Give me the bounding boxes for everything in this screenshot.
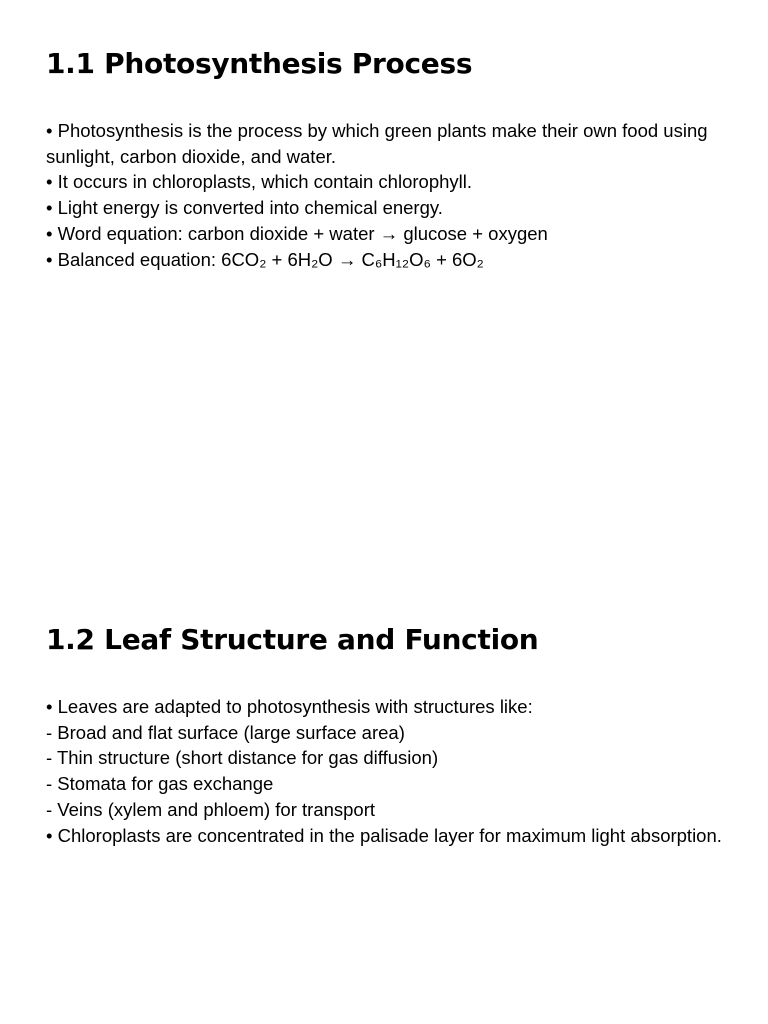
list-line: - Thin structure (short distance for gas diffusion) [46,747,439,769]
section-body [46,118,726,272]
bullet-line: • Word equation: carbon dioxide + water → glucose + oxygen [46,222,548,244]
bullet-line: • Balanced equation: 6CO₂ + 6H₂O → C₆H₁₂O₆ + 6O₂ [46,248,484,270]
bullet-line: • Photosynthesis is the process by which green plants make their own food using sunlight, carbon dioxide, and water. [46,120,713,167]
list-line: - Broad and flat surface (large surface area) [46,721,405,743]
list-line: - Stomata for gas exchange [46,773,274,795]
bullet-line: • Leaves are adapted to photosynthesis with structures like: [46,696,533,717]
section-body [46,694,726,848]
bullet-line: • Chloroplasts are concentrated in the palisade layer for maximum light absorption. [46,824,722,846]
section-heading: 1.1 Photosynthesis Process [46,47,473,80]
bullet-line: • Light energy is converted into chemical energy. [46,197,443,219]
section-heading: 1.2 Leaf Structure and Function [46,623,539,656]
bullet-line: • It occurs in chloroplasts, which contain chlorophyll. [46,171,473,193]
section-photosynthesis-process [46,44,726,272]
section-leaf-structure [46,620,726,848]
list-line: - Veins (xylem and phloem) for transport [46,798,376,820]
